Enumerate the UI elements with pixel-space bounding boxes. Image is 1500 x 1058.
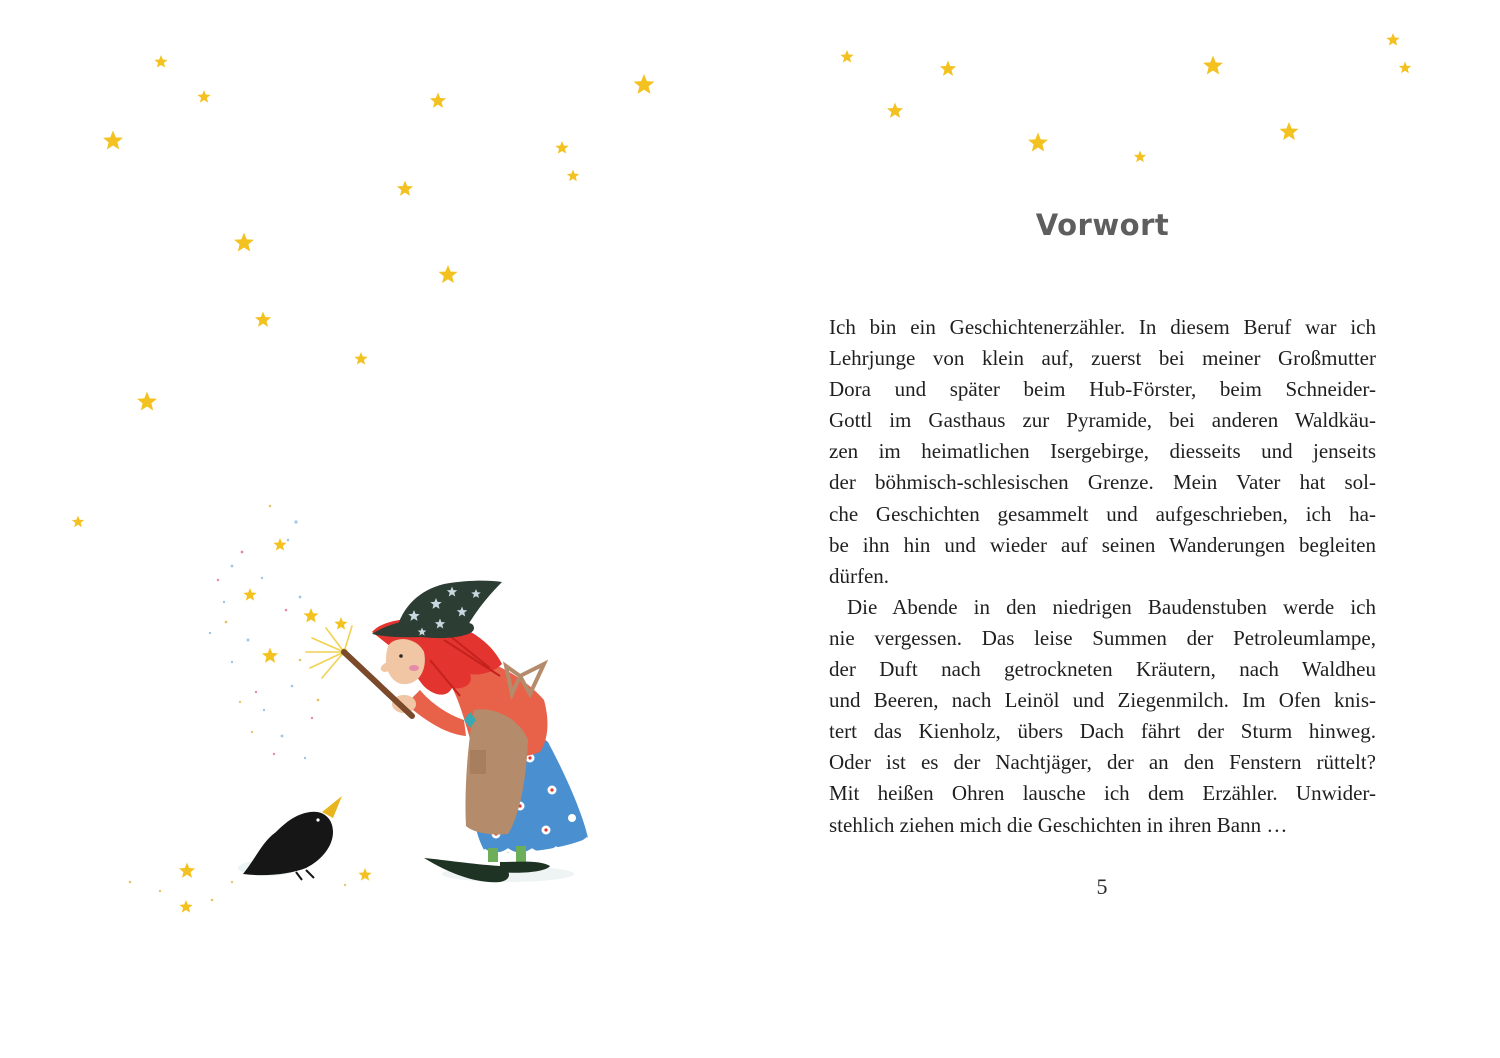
text-line: Lehrjunge von klein auf, zuerst bei meiner Großmutter	[829, 346, 1376, 371]
text-line: Die Abende in den niedrigen Baudenstuben werde ich	[847, 594, 1376, 619]
witch	[344, 581, 588, 883]
text-line: und Beeren, nach Leinöl und Ziegenmilch. Im Ofen knis-	[829, 688, 1376, 713]
text-line: der böhmisch-schlesischen Grenze. Mein Vater hat sol-	[829, 470, 1376, 495]
text-line: stehlich ziehen mich die Geschichten in ihren Bann …	[829, 812, 1288, 837]
text-line: dürfen.	[829, 563, 890, 588]
text-line: Dora und später beim Hub-Förster, beim Schneider-	[829, 377, 1376, 402]
star-field-right	[840, 33, 1411, 162]
text-line: der Duft nach getrockneten Kräutern, nach Waldheu	[829, 657, 1376, 682]
text-line: nie vergessen. Das leise Summen der Petroleumlampe,	[829, 625, 1376, 650]
page-title: Vorwort	[1035, 208, 1170, 242]
text-line: tert das Kienholz, übers Dach fährt der Sturm hinweg.	[829, 719, 1376, 744]
text-line: che Geschichten gesammelt und aufgeschrieben, ich ha-	[829, 501, 1376, 526]
raven	[238, 796, 342, 880]
text-line: zen im heimatlichen Isergebirge, diesseits und jenseits	[829, 439, 1376, 464]
text-line: Ich bin ein Geschichtenerzähler. In diesem Beruf war ich	[829, 315, 1376, 339]
text-line: Oder ist es der Nachtjäger, der an den Fenstern rüttelt?	[829, 750, 1376, 775]
text-line: be ihn hin und wieder auf seinen Wanderungen begleiten	[829, 532, 1376, 557]
text-line: Gottl im Gasthaus zur Pyramide, bei anderen Waldkäu-	[829, 408, 1376, 433]
text-line: Mit heißen Ohren lausche ich dem Erzähler. Unwider-	[829, 781, 1376, 806]
page-number: 5	[1096, 874, 1108, 899]
body-text	[829, 312, 1376, 841]
